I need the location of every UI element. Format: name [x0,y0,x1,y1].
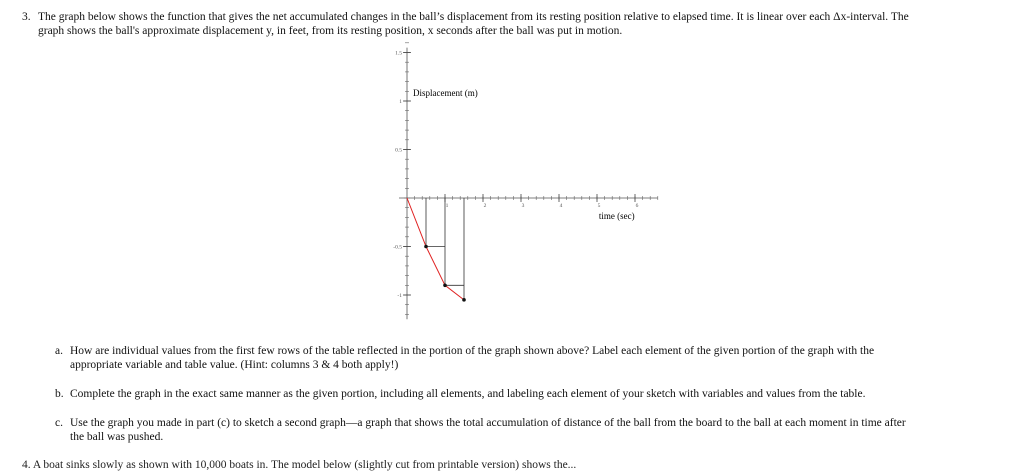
problem-number: 3. [22,11,31,23]
x-tick-label: 4 [559,203,563,209]
part-c-text [70,416,1000,444]
graph-svg [393,50,675,330]
part-a-line-2: appropriate variable and table value. (Hint: columns 3 & 4 both apply!) [70,359,399,371]
y-axis-label: Displacement (m) [413,88,478,99]
part-c-line-1: Use the graph you made in part (c) to sketch a second graph—a graph that shows the total accumulation of distance of the ball from the board to the ball at each moment in time after [70,417,906,429]
part-b-line-1: Complete the graph in the exact same manner as the given portion, including all elements, and labeling each element of your sketch with variables and values from the table. [70,388,866,400]
x-tick-label: 5 [597,203,601,209]
part-b-text [70,387,1000,401]
y-tick-label: -1 [397,293,402,299]
data-point [462,298,466,302]
problem-line-1: The graph below shows the function that gives the net accumulated changes in the ball’s displacement from its resting position relative to elapsed time. It is linear over each Δx-interval. The [38,11,909,23]
problem-statement [38,10,1012,38]
part-c-label: c. [55,417,63,429]
series [407,198,466,302]
axes [393,43,658,319]
x-tick-label: 3 [521,203,525,209]
x-tick-label: 6 [635,203,639,209]
x-tick-label: 2 [483,203,487,209]
data-point [424,245,428,249]
displacement-graph [393,50,675,330]
y-tick-label: -0.5 [393,244,402,251]
part-a-line-1: How are individual values from the first few rows of the table reflected in the portion of the graph shown above? Label each element of the given portion of the graph with the [70,345,875,357]
part-a-label: a. [55,345,63,357]
y-tick-label: 0.5 [395,147,402,154]
next-problem-cutoff: 4. A boat sinks slowly as shown with 10,000 boats in. The model below (slightly cut from printable version) shows the... [22,459,577,471]
part-c-line-2: the ball was pushed. [70,431,164,443]
y-tick-label: 1.5 [395,50,402,57]
data-point [443,284,447,288]
problem-line-2: graph shows the ball's approximate displacement y, in feet, from its resting position, x seconds after the ball was put in motion. [38,25,623,37]
displacement-line [407,198,464,300]
labels [413,88,635,221]
x-tick-label: 1 [445,203,449,209]
y-tick-label: 1 [399,99,402,105]
x-axis-label: time (sec) [598,211,635,221]
part-a-text [70,344,1000,372]
part-b-label: b. [55,388,64,400]
